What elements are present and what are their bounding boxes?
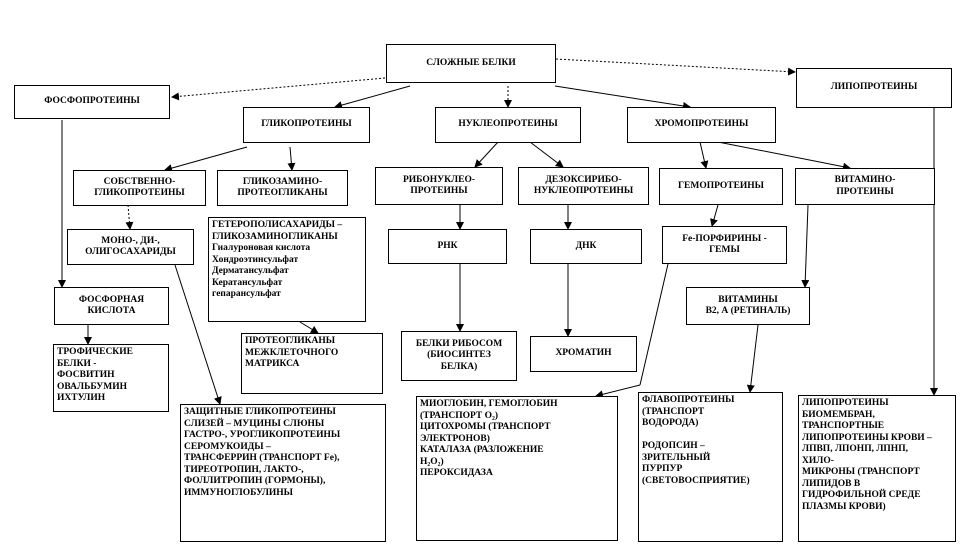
node-flavoproteins: ФЛАВОПРОТЕИНЫ (ТРАНСПОРТ ВОДОРОДА) РОДОПСИН – ЗРИТЕЛЬНЫЙ ПУРПУР (СВЕТОВОСПРИЯТИЕ) <box>638 392 783 542</box>
edge-root-lipo <box>556 59 795 72</box>
edge-glyco-glycosamino <box>290 147 292 170</box>
node-chromoproteins: ХРОМОПРОТЕИНЫ <box>627 107 776 143</box>
edge-hetero-proteoglycans <box>300 322 318 333</box>
node-fe-porphyrins: Fe-ПОРФИРИНЫ - ГЕМЫ <box>662 226 787 264</box>
node-heteropolysaccharides <box>208 217 366 322</box>
edge-chromo-vitamino <box>718 142 850 168</box>
node-trophic-proteins: ТРОФИЧЕСКИЕ БЕЛКИ - ФОСВИТИН ОВАЛЬБУМИН ИХТУЛИН <box>53 344 169 412</box>
node-glycosamino-proteoglycans: ГЛИКОЗАМИНО- ПРОТЕОГЛИКАНЫ <box>217 170 348 206</box>
heteropoly-title: ГЕТЕРОПОЛИСАХАРИДЫ – ГЛИКОЗАМИНОГЛИКАНЫ <box>212 220 343 242</box>
node-chromatin: ХРОМАТИН <box>530 336 637 372</box>
node-phosphoproteins: ФОСФОПРОТЕИНЫ <box>14 85 170 119</box>
node-lipoproteins: ЛИПОПРОТЕИНЫ <box>796 68 952 108</box>
node-deoxyribonucleoproteins: ДЕЗОКСИРИБО- НУКЛЕОПРОТЕИНЫ <box>518 167 649 205</box>
heteropoly-item: гепарансульфат <box>212 289 281 299</box>
node-nucleoproteins: НУКЛЕОПРОТЕИНЫ <box>435 107 581 143</box>
node-vitaminoproteins: ВИТАМИНО- ПРОТЕИНЫ <box>795 168 935 205</box>
edge-hemo-fe <box>712 205 718 226</box>
edge-glyco-proper <box>165 147 247 170</box>
node-phosphoric-acid: ФОСФОРНАЯ КИСЛОТА <box>54 287 169 325</box>
edge-root-phospho <box>172 78 385 97</box>
edge-chromo-hemo <box>700 142 706 168</box>
edge-proper-mono <box>128 205 130 229</box>
node-rnk: РНК <box>388 229 507 264</box>
node-proper-glycoproteins: СОБСТВЕННО- ГЛИКОПРОТЕИНЫ <box>73 170 206 206</box>
node-ribosome-proteins: БЕЛКИ РИБОСОМ (БИОСИНТЕЗ БЕЛКА) <box>401 331 517 381</box>
node-lipoprotein-list: ЛИПОПРОТЕИНЫ БИОМЕМБРАН, ТРАНСПОРТНЫЕ ЛИПОПРОТЕИНЫ КРОВИ – ЛПВП, ЛПОНП, ЛПНП, ХИЛО- МИКРОНЫ (ТРАНСПОРТ ЛИПИДОВ В ГИДРОФИЛЬНОЙ СРЕДЕ ПЛАЗМЫ КРОВИ) <box>798 395 956 542</box>
heteropoly-item: Гиалуроновая кислота <box>212 243 311 253</box>
heteropoly-item: Хондроэтинсульфат <box>212 254 299 265</box>
edge-fe-myoglobin <box>640 264 668 385</box>
edge-nucleo-deoxy <box>530 142 563 167</box>
edge-vitamino-vitamins <box>805 205 808 287</box>
node-vitamins: ВИТАМИНЫ В2, А (РЕТИНАЛЬ) <box>686 287 810 325</box>
edge-fe-myoglobin-2 <box>596 385 640 396</box>
node-dnk: ДНК <box>530 229 642 264</box>
edge-root-chromo <box>555 86 690 107</box>
node-proteoglycans-matrix: ПРОТЕОГЛИКАНЫ МЕЖКЛЕТОЧНОГО МАТРИКСА <box>241 333 383 394</box>
node-protective-glycoproteins: ЗАЩИТНЫЕ ГЛИКОПРОТЕИНЫ СЛИЗЕЙ – МУЦИНЫ СЛЮНЫ ГАСТРО-, УРОГЛИКОПРОТЕИНЫ СЕРОМУКОИДЫ – ТРАНСФЕРРИН (ТРАНСПОРТ Fe), ТИРЕОТРОПИН, ЛАКТО-, ФОЛЛИТРОПИН (ГОРМОНЫ), ИММУНОГЛОБУЛИНЫ <box>180 404 386 542</box>
edge-nucleo-ribo <box>475 142 498 167</box>
heteropoly-item: Дерматансульфат <box>212 266 289 276</box>
node-hemoproteins: ГЕМОПРОТЕИНЫ <box>659 168 783 205</box>
edge-vitamins-flavo <box>750 325 758 392</box>
edge-root-glyco <box>335 86 410 107</box>
heteropoly-item: Кератансульфат <box>212 277 283 288</box>
node-myoglobin-hemoglobin: МИОГЛОБИН, ГЕМОГЛОБИН (ТРАНСПОРТ O₂) ЦИТОХРОМЫ (ТРАНСПОРТ ЭЛЕКТРОНОВ) КАТАЛАЗА (РАЗЛОЖЕНИЕ H₂O₂) ПЕРОКСИДАЗА <box>416 396 618 541</box>
node-complex-proteins: СЛОЖНЫЕ БЕЛКИ <box>386 44 556 83</box>
node-ribonucleoproteins: РИБОНУКЛЕО- ПРОТЕИНЫ <box>375 167 503 205</box>
node-glycoproteins: ГЛИКОПРОТЕИНЫ <box>243 107 370 143</box>
node-mono-di-oligosaccharides: МОНО-, ДИ-, ОЛИГОСАХАРИДЫ <box>67 229 194 265</box>
